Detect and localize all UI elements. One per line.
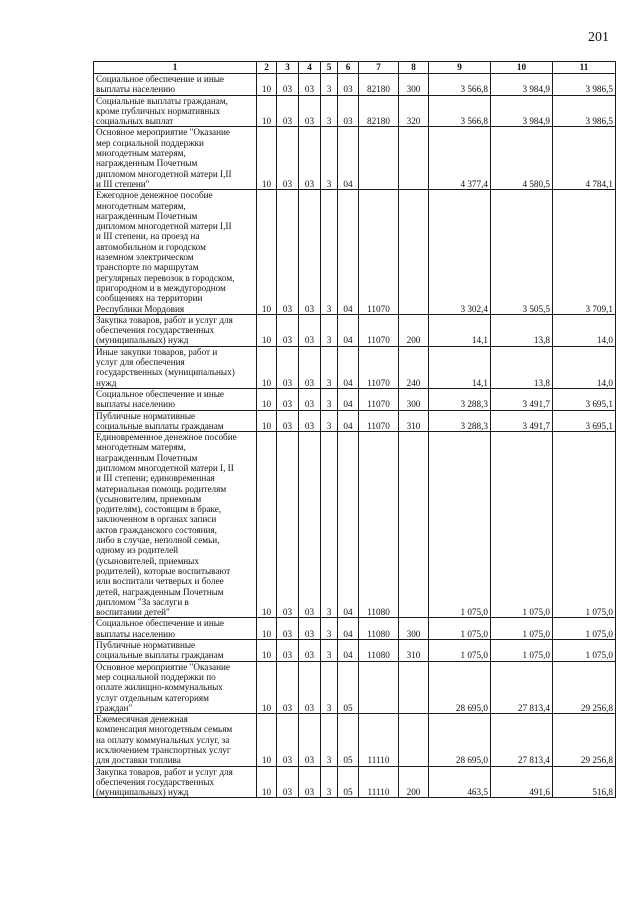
amount-cell: 13,8 [491, 346, 553, 388]
code-cell: 03 [299, 640, 321, 662]
code-cell [399, 190, 429, 315]
amount-cell: 3 695,1 [553, 388, 616, 410]
amount-cell: 27 813,4 [491, 714, 553, 766]
header-row [94, 62, 616, 74]
code-cell: 11070 [359, 346, 399, 388]
amount-cell: 3 984,9 [491, 95, 553, 127]
code-cell: 03 [338, 95, 359, 127]
amount-cell: 13,8 [491, 314, 553, 346]
code-cell: 3 [321, 432, 338, 618]
code-cell: 3 [321, 618, 338, 640]
code-cell: 03 [277, 640, 299, 662]
amount-cell: 1 075,0 [429, 432, 491, 618]
code-cell: 03 [299, 432, 321, 618]
code-cell: 3 [321, 190, 338, 315]
code-cell: 300 [399, 74, 429, 96]
code-cell: 200 [399, 314, 429, 346]
code-cell: 04 [338, 640, 359, 662]
row-name: Публичные нормативные социальные выплаты гражданам [94, 640, 257, 662]
code-cell: 04 [338, 388, 359, 410]
column-header: 11 [553, 62, 616, 74]
code-cell: 03 [277, 95, 299, 127]
code-cell: 03 [277, 714, 299, 766]
amount-cell: 29 256,8 [553, 714, 616, 766]
code-cell: 05 [338, 661, 359, 713]
amount-cell: 3 695,1 [553, 410, 616, 432]
code-cell: 03 [299, 618, 321, 640]
code-cell: 03 [277, 410, 299, 432]
column-header: 9 [429, 62, 491, 74]
code-cell: 03 [277, 190, 299, 315]
amount-cell: 14,1 [429, 314, 491, 346]
code-cell: 10 [257, 74, 277, 96]
amount-cell: 1 075,0 [491, 432, 553, 618]
code-cell: 3 [321, 314, 338, 346]
table-row [94, 640, 616, 662]
amount-cell: 4 377,4 [429, 127, 491, 190]
code-cell: 240 [399, 346, 429, 388]
column-header: 3 [277, 62, 299, 74]
code-cell: 03 [299, 410, 321, 432]
amount-cell: 28 695,0 [429, 661, 491, 713]
amount-cell: 14,0 [553, 346, 616, 388]
code-cell: 320 [399, 95, 429, 127]
code-cell: 03 [299, 661, 321, 713]
code-cell: 05 [338, 766, 359, 798]
row-name: Основное мероприятие "Оказание мер социальной поддержки многодетным матерям, награжденным Почетным дипломом многодетной матери I,II и III степени" [94, 127, 257, 190]
amount-cell: 1 075,0 [491, 618, 553, 640]
code-cell: 11080 [359, 640, 399, 662]
code-cell: 03 [277, 74, 299, 96]
code-cell: 03 [299, 190, 321, 315]
table-row [94, 714, 616, 766]
row-name: Социальное обеспечение и иные выплаты населению [94, 388, 257, 410]
amount-cell: 3 302,4 [429, 190, 491, 315]
code-cell: 300 [399, 618, 429, 640]
amount-cell: 3 505,5 [491, 190, 553, 315]
table-row [94, 388, 616, 410]
amount-cell: 1 075,0 [553, 432, 616, 618]
code-cell: 03 [338, 74, 359, 96]
column-header: 6 [338, 62, 359, 74]
row-name: Социальные выплаты гражданам, кроме публичных нормативных социальных выплат [94, 95, 257, 127]
code-cell: 05 [338, 714, 359, 766]
code-cell: 11110 [359, 714, 399, 766]
code-cell: 04 [338, 314, 359, 346]
amount-cell: 3 288,3 [429, 388, 491, 410]
code-cell: 04 [338, 190, 359, 315]
code-cell: 03 [277, 388, 299, 410]
column-header: 8 [399, 62, 429, 74]
amount-cell: 463,5 [429, 766, 491, 798]
code-cell: 82180 [359, 95, 399, 127]
row-name: Ежегодное денежное пособие многодетным матерям, награжденным Почетным дипломом многодетной матери I,II и III степени, на проезд на автомобильном и городском наземном электрическом транспорте по маршрутам регулярных перевозок в городском, пригородном и в междугородном сообщениях на территории Республики Мордовия [94, 190, 257, 315]
table-row [94, 190, 616, 315]
code-cell: 10 [257, 714, 277, 766]
amount-cell: 1 075,0 [491, 640, 553, 662]
amount-cell: 1 075,0 [553, 618, 616, 640]
code-cell [399, 714, 429, 766]
amount-cell: 3 984,9 [491, 74, 553, 96]
code-cell: 04 [338, 618, 359, 640]
code-cell: 04 [338, 410, 359, 432]
code-cell: 11070 [359, 410, 399, 432]
table-row [94, 346, 616, 388]
code-cell: 03 [299, 127, 321, 190]
code-cell: 10 [257, 640, 277, 662]
code-cell: 3 [321, 410, 338, 432]
code-cell: 10 [257, 388, 277, 410]
amount-cell: 27 813,4 [491, 661, 553, 713]
code-cell: 03 [299, 74, 321, 96]
amount-cell: 3 986,5 [553, 95, 616, 127]
column-header: 1 [94, 62, 257, 74]
code-cell: 03 [299, 314, 321, 346]
code-cell: 03 [299, 766, 321, 798]
table-row [94, 95, 616, 127]
row-name: Публичные нормативные социальные выплаты гражданам [94, 410, 257, 432]
column-header: 10 [491, 62, 553, 74]
code-cell: 11070 [359, 190, 399, 315]
table-row [94, 74, 616, 96]
table-row [94, 618, 616, 640]
code-cell: 11110 [359, 766, 399, 798]
code-cell: 10 [257, 95, 277, 127]
code-cell [359, 127, 399, 190]
code-cell: 300 [399, 388, 429, 410]
code-cell: 03 [299, 95, 321, 127]
amount-cell: 28 695,0 [429, 714, 491, 766]
code-cell: 10 [257, 127, 277, 190]
code-cell: 03 [299, 346, 321, 388]
code-cell [359, 661, 399, 713]
code-cell: 03 [277, 346, 299, 388]
code-cell: 10 [257, 410, 277, 432]
code-cell: 3 [321, 127, 338, 190]
code-cell: 10 [257, 618, 277, 640]
code-cell [399, 127, 429, 190]
code-cell: 03 [277, 661, 299, 713]
amount-cell: 3 986,5 [553, 74, 616, 96]
row-name: Основное мероприятие "Оказание мер социальной поддержки по оплате жилищно-коммунальных услуг отдельным категориям граждан" [94, 661, 257, 713]
row-name: Ежемесячная денежная компенсация многодетным семьям на оплату коммунальных услуг, за исключением транспортных услуг для доставки топлива [94, 714, 257, 766]
code-cell: 03 [299, 388, 321, 410]
amount-cell: 14,0 [553, 314, 616, 346]
amount-cell: 3 288,3 [429, 410, 491, 432]
code-cell: 3 [321, 714, 338, 766]
amount-cell: 14,1 [429, 346, 491, 388]
code-cell: 11070 [359, 314, 399, 346]
amount-cell: 3 491,7 [491, 410, 553, 432]
code-cell: 03 [277, 618, 299, 640]
code-cell: 03 [277, 766, 299, 798]
code-cell: 310 [399, 640, 429, 662]
code-cell: 82180 [359, 74, 399, 96]
column-header: 4 [299, 62, 321, 74]
table-row [94, 410, 616, 432]
code-cell: 10 [257, 661, 277, 713]
amount-cell: 516,8 [553, 766, 616, 798]
row-name: Социальное обеспечение и иные выплаты населению [94, 74, 257, 96]
code-cell: 03 [277, 314, 299, 346]
budget-table [93, 61, 616, 798]
code-cell: 10 [257, 190, 277, 315]
code-cell: 3 [321, 388, 338, 410]
code-cell [399, 661, 429, 713]
amount-cell: 29 256,8 [553, 661, 616, 713]
code-cell: 200 [399, 766, 429, 798]
table-row [94, 314, 616, 346]
code-cell: 11070 [359, 388, 399, 410]
table-row [94, 432, 616, 618]
code-cell: 10 [257, 346, 277, 388]
code-cell [399, 432, 429, 618]
amount-cell: 3 709,1 [553, 190, 616, 315]
code-cell: 310 [399, 410, 429, 432]
amount-cell: 1 075,0 [553, 640, 616, 662]
code-cell: 3 [321, 766, 338, 798]
code-cell: 04 [338, 346, 359, 388]
code-cell: 11080 [359, 618, 399, 640]
table-row [94, 766, 616, 798]
table-row [94, 127, 616, 190]
code-cell: 3 [321, 346, 338, 388]
row-name: Социальное обеспечение и иные выплаты населению [94, 618, 257, 640]
amount-cell: 1 075,0 [429, 618, 491, 640]
page-number: 201 [588, 30, 609, 45]
code-cell: 03 [299, 714, 321, 766]
row-name: Закупка товаров, работ и услуг для обеспечения государственных (муниципальных) нужд [94, 766, 257, 798]
row-name: Иные закупки товаров, работ и услуг для обеспечения государственных (муниципальных) нужд [94, 346, 257, 388]
code-cell: 10 [257, 766, 277, 798]
column-header: 2 [257, 62, 277, 74]
amount-cell: 3 566,8 [429, 95, 491, 127]
code-cell: 10 [257, 432, 277, 618]
column-header: 5 [321, 62, 338, 74]
row-name: Единовременное денежное пособие многодетным матерям, награжденным Почетным дипломом многодетной матери I, II и III степени; единовременная материальная помощь родителям (усыновителям, приемным родителям), состоящим в браке, заключенном в органах записи актов гражданского состояния, либо в случае, неполной семьи, одному из родителей (усыновителей, приемных родителей), которые воспитывают или воспитали четверых и более детей, награжденным Почетным дипломом "За заслуги в воспитании детей" [94, 432, 257, 618]
amount-cell: 3 566,8 [429, 74, 491, 96]
amount-cell: 4 784,1 [553, 127, 616, 190]
row-name: Закупка товаров, работ и услуг для обеспечения государственных (муниципальных) нужд [94, 314, 257, 346]
amount-cell: 491,6 [491, 766, 553, 798]
code-cell: 10 [257, 314, 277, 346]
code-cell: 3 [321, 95, 338, 127]
code-cell: 04 [338, 432, 359, 618]
column-header: 7 [359, 62, 399, 74]
amount-cell: 3 491,7 [491, 388, 553, 410]
code-cell: 3 [321, 661, 338, 713]
code-cell: 04 [338, 127, 359, 190]
code-cell: 3 [321, 74, 338, 96]
table-row [94, 661, 616, 713]
code-cell: 03 [277, 432, 299, 618]
amount-cell: 1 075,0 [429, 640, 491, 662]
amount-cell: 4 580,5 [491, 127, 553, 190]
code-cell: 11080 [359, 432, 399, 618]
code-cell: 3 [321, 640, 338, 662]
code-cell: 03 [277, 127, 299, 190]
